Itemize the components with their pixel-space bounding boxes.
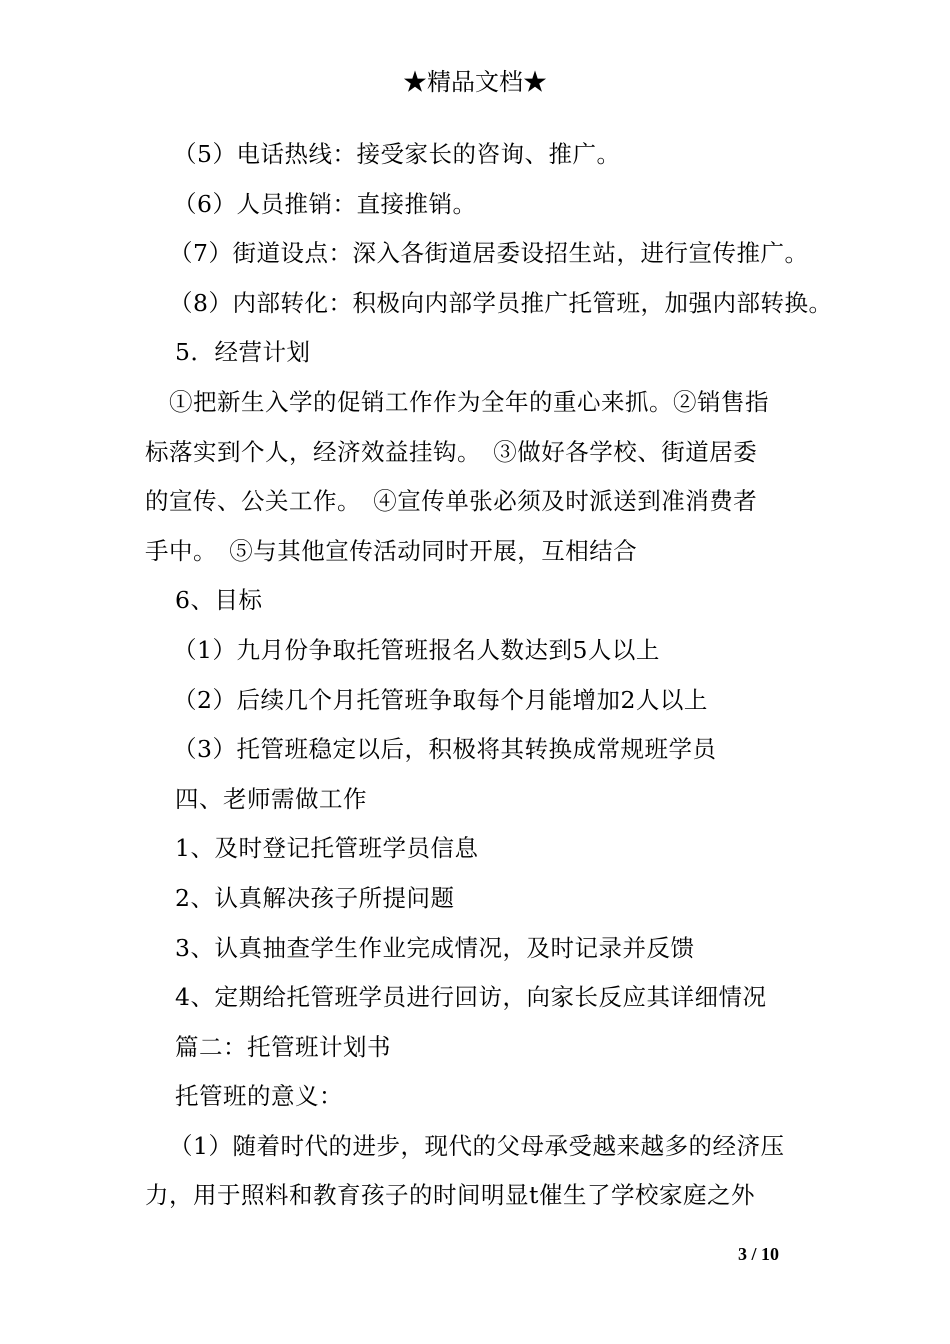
section-heading: 篇二：托管班计划书 [175,1032,391,1061]
document-body [145,130,835,1221]
body-line: （1）九月份争取托管班报名人数达到5人以上 [173,635,660,664]
body-line: （7）街道设点：深入各街道居委设招生站，进行宣传推广。 [169,239,809,268]
page-indicator: 3 / 10 [738,1244,780,1264]
body-line: （3）托管班稳定以后，积极将其转换成常规班学员 [173,735,717,764]
body-line: （5）电话热线：接受家长的咨询、推广。 [173,140,621,168]
section-heading: 四、老师需做工作 [175,784,367,813]
body-line: 2、认真解决孩子所提问题 [175,883,455,912]
body-line: ①把新生入学的促销工作作为全年的重心来抓。②销售指 [169,387,769,416]
body-line: 手中。 ⑤与其他宣传活动同时开展，互相结合 [145,536,638,565]
body-line: 4、定期给托管班学员进行回访，向家长反应其详细情况 [175,983,767,1012]
body-line: 力，用于照料和教育孩子的时间明显t催生了学校家庭之外 [145,1181,755,1210]
body-line: （8）内部转化：积极向内部学员推广托管班，加强内部转换。 [169,288,833,317]
body-line: 1、及时登记托管班学员信息 [175,834,479,863]
body-line: 3、认真抽查学生作业完成情况，及时记录并反馈 [175,933,695,962]
section-heading: 5．经营计划 [175,338,311,367]
body-line: 的宣传、公关工作。 ④宣传单张必须及时派送到准消费者 [145,487,758,516]
header-title: ★精品文档★ [403,68,547,96]
section-heading: 托管班的意义： [175,1082,343,1111]
body-line: （2）后续几个月托管班争取每个月能增加2人以上 [173,685,708,714]
body-line: （6）人员推销：直接推销。 [173,189,477,218]
body-line: 标落实到个人，经济效益挂钩。 ③做好各学校、街道居委 [145,437,758,466]
document-header [0,62,950,102]
body-line: （1）随着时代的进步，现代的父母承受越来越多的经济压 [169,1131,785,1160]
section-heading: 6、目标 [175,586,263,615]
